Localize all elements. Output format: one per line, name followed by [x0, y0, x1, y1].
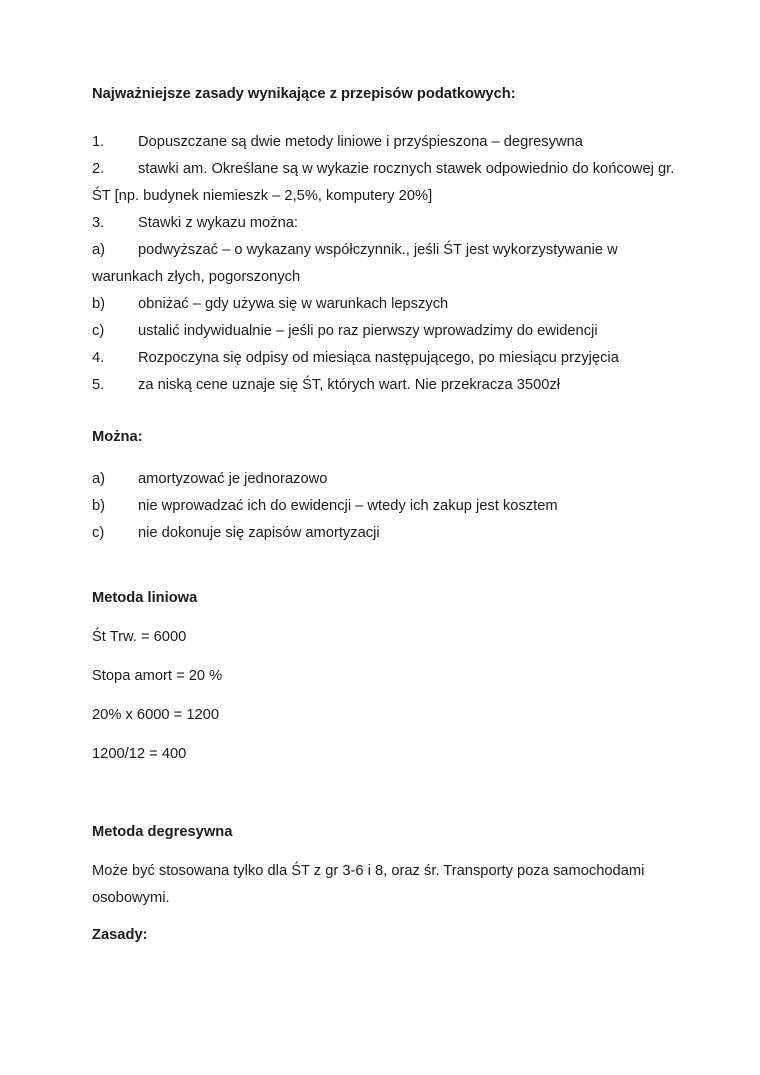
- formula-line: 1200/12 = 400: [92, 746, 187, 762]
- list-item-text: Stawki z wykazu można:: [138, 215, 298, 231]
- list-item: [92, 318, 677, 345]
- list-item-marker: a): [92, 242, 106, 258]
- heading-mozna: Można:: [92, 429, 143, 445]
- list-item-text: ustalić indywidualnie – jeśli po raz pierwszy wprowadzimy do ewidencji: [138, 323, 598, 339]
- list-item-text: amortyzować je jednorazowo: [138, 471, 328, 487]
- list-item-marker: c): [92, 525, 105, 541]
- list-item-text: Dopuszczane są dwie metody liniowe i przyśpieszona – degresywna: [138, 134, 583, 150]
- list-item: [92, 345, 677, 372]
- list-item-text: obniżać – gdy używa się w warunkach lepszych: [138, 296, 449, 312]
- list-item-text: za niską cene uznaje się ŚT, których wart. Nie przekracza 3500zł: [138, 377, 561, 393]
- list-item-marker: 4.: [92, 350, 105, 366]
- heading-tax-rules: Najważniejsze zasady wynikające z przepisów podatkowych:: [92, 86, 516, 102]
- list-item-marker: 1.: [92, 134, 105, 150]
- list-item: [92, 237, 677, 291]
- list-item: [92, 156, 677, 210]
- list-item-marker: 2.: [92, 161, 105, 177]
- heading-degressive-method: Metoda degresywna: [92, 824, 233, 840]
- formula-line: Śt Trw. = 6000: [92, 629, 187, 645]
- list-item: [92, 493, 677, 520]
- list-item: [92, 372, 677, 399]
- list-item-marker: 3.: [92, 215, 105, 231]
- heading-linear-method: Metoda liniowa: [92, 590, 198, 606]
- list-item: [92, 210, 677, 237]
- list-item-marker: a): [92, 471, 106, 487]
- list-item-text: stawki am. Określane są w wykazie rocznych stawek odpowiednio do końcowej gr. ŚT [np. budynek niemieszk – 2,5%, komputery 20%]: [92, 161, 675, 204]
- list-item-marker: 5.: [92, 377, 105, 393]
- list-item-marker: b): [92, 296, 106, 312]
- degressive-paragraph: Może być stosowana tylko dla ŚT z gr 3-6 i 8, oraz śr. Transporty poza samochodami osobowymi.: [92, 863, 645, 906]
- list-item-marker: c): [92, 323, 105, 339]
- list-item: [92, 520, 677, 547]
- list-item: [92, 291, 677, 318]
- list-item-text: nie wprowadzać ich do ewidencji – wtedy ich zakup jest kosztem: [138, 498, 558, 514]
- list-item-text: podwyższać – o wykazany współczynnik., jeśli ŚT jest wykorzystywanie w warunkach złych, pogorszonych: [92, 242, 618, 285]
- list-item-marker: b): [92, 498, 106, 514]
- list-item-text: nie dokonuje się zapisów amortyzacji: [138, 525, 380, 541]
- list-item: [92, 129, 677, 156]
- heading-zasady: Zasady:: [92, 927, 148, 943]
- list-item-text: Rozpoczyna się odpisy od miesiąca następującego, po miesiącu przyjęcia: [138, 350, 619, 366]
- list-item: [92, 466, 677, 493]
- formula-line: Stopa amort = 20 %: [92, 668, 223, 684]
- formula-line: 20% x 6000 = 1200: [92, 707, 219, 723]
